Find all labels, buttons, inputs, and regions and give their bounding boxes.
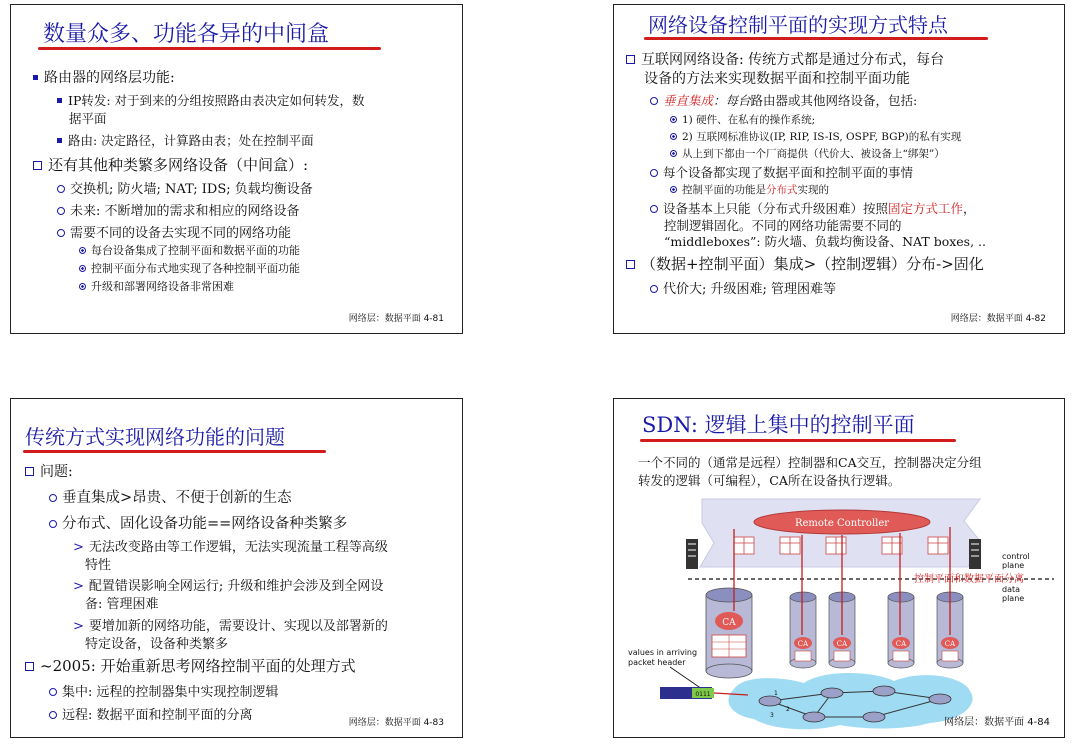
- bullet-item: [670, 129, 961, 144]
- slide-footer: 网络层：数据平面 4-82: [950, 314, 1046, 324]
- slide-footer: 网络层：数据平面 4-81: [348, 314, 444, 324]
- bullet-item: [33, 154, 308, 175]
- box-bullet-icon: [626, 55, 635, 64]
- bullet-item: [57, 178, 313, 197]
- bullet-text-cont: “middleboxes”: 防火墙、负载均衡设备、NAT boxes, ..: [664, 234, 986, 249]
- bullet-item: [57, 200, 300, 219]
- arrow-bullet-icon: >: [73, 579, 84, 594]
- bullet-text: ，: [963, 201, 976, 216]
- circle-bullet-icon: [650, 285, 658, 293]
- box-bullet-icon: [25, 467, 34, 476]
- remote-controller-label: Remote Controller: [794, 518, 890, 529]
- bullet-text: 垂直集成>昂贵、不便于创新的生态: [62, 490, 292, 506]
- arrow-bullet-icon: >: [73, 540, 84, 555]
- bullet-item: [650, 199, 976, 217]
- bullet-item: [33, 67, 175, 87]
- bullet-item: [79, 278, 234, 294]
- body-text: 一个不同的（通常是远程）控制器和CA交互，控制器决定分组: [638, 455, 982, 470]
- control-agent-label: CA: [895, 640, 907, 648]
- each-label: ：每台: [713, 93, 751, 108]
- control-agent-label: CA: [836, 640, 848, 648]
- dot-bullet-icon: [79, 265, 86, 272]
- separation-label: 控制平面和数据平面分离: [914, 574, 1024, 585]
- bullet-text: 每台设备集成了控制平面和数据平面的功能: [91, 244, 300, 257]
- data-plane-label: plane: [1002, 594, 1025, 603]
- bullet-text: 每个设备都实现了数据平面和控制平面的事情: [663, 165, 914, 180]
- vertical-integration-term: 垂直集成: [663, 93, 714, 108]
- control-agent-label: CA: [722, 618, 736, 628]
- title-underline: [38, 47, 381, 50]
- bullet-text: 控制平面的功能是: [682, 184, 766, 196]
- circle-bullet-icon: [650, 205, 658, 213]
- dot-bullet-icon: [79, 247, 86, 254]
- dot-bullet-icon: [670, 116, 677, 123]
- bullet-text-cont: 特性: [85, 558, 112, 573]
- square-bullet-icon: [57, 138, 62, 143]
- bullet-text: 无法改变路由等工作逻辑，无法实现流量工程等高级: [88, 540, 388, 555]
- data-plane-label: data: [1002, 585, 1021, 594]
- circle-bullet-icon: [49, 711, 57, 719]
- port-number: 3: [770, 712, 774, 719]
- bullet-item: [650, 278, 836, 297]
- bullet-text: 要增加新的网络功能，需要设计、实现以及部署新的: [88, 619, 388, 634]
- router-cylinder-small: [888, 592, 914, 668]
- bullet-text-cont: 特定设备，设备种类繁多: [85, 637, 229, 652]
- port-number: 2: [786, 706, 790, 713]
- bullet-text: （数据+控制平面）集成>（控制逻辑）分布->固化: [641, 255, 984, 273]
- circle-bullet-icon: [650, 97, 658, 105]
- control-agent-label: CA: [944, 640, 956, 648]
- bullet-item: [79, 242, 300, 258]
- arrow-bullet-icon: >: [73, 619, 84, 634]
- server-rack-icon: [969, 539, 981, 569]
- control-plane-label: plane: [1002, 561, 1025, 570]
- slide-4-81: [10, 4, 463, 334]
- circle-bullet-icon: [650, 169, 658, 177]
- bullet-text: 还有其他种类繁多网络设备（中间盒）:: [48, 156, 309, 174]
- bullet-text: 配置错误影响全网运行; 升级和维护会涉及到全网设: [88, 579, 384, 594]
- bullet-text-cont: 备: 管理困难: [85, 597, 159, 612]
- bullet-item: [49, 704, 253, 723]
- bullet-item: [57, 222, 291, 241]
- bullet-text: 集中: 远程的控制器集中实现控制逻辑: [62, 685, 279, 700]
- packet-pointer-line: [670, 667, 702, 689]
- distributed-term: 分布式: [766, 184, 798, 196]
- bullet-text: 从上到下都由一个厂商提供（代价大、被设备上“绑架”）: [682, 148, 945, 160]
- port-number: 1: [774, 690, 778, 697]
- slide-4-83: [10, 398, 463, 738]
- bullet-text: 分布式、固化设备功能==网络设备种类繁多: [62, 516, 348, 532]
- bullet-text: 未来: 不断增加的需求和相应的网络设备: [70, 204, 300, 219]
- bullet-text: IP转发: 对于到来的分组按照路由表决定如何转发，数: [68, 93, 365, 108]
- bullet-item: [57, 91, 365, 109]
- slide-title: 数量众多、功能各异的中间盒: [43, 22, 330, 47]
- bullet-item: [25, 461, 73, 481]
- bullet-item: [73, 536, 388, 555]
- dot-bullet-icon: [670, 133, 677, 140]
- bullet-text: 升级和部署网络设备非常困难: [91, 280, 234, 293]
- control-agent-label: CA: [797, 640, 809, 648]
- bullet-item: [49, 486, 292, 507]
- bullet-item: [25, 655, 356, 676]
- bullet-item: [49, 681, 279, 700]
- slide-4-82: [613, 4, 1065, 334]
- bullet-text: ~2005: 开始重新思考网络控制平面的处理方式: [40, 657, 356, 675]
- circle-bullet-icon: [57, 229, 65, 237]
- square-bullet-icon: [33, 75, 38, 80]
- circle-bullet-icon: [49, 520, 57, 528]
- slide-title: 传统方式实现网络功能的问题: [25, 425, 285, 449]
- circle-bullet-icon: [57, 185, 65, 193]
- bullet-item: [626, 49, 944, 69]
- circle-bullet-icon: [57, 207, 65, 215]
- bullet-text: 远程: 数据平面和控制平面的分离: [62, 708, 253, 723]
- dot-bullet-icon: [79, 283, 86, 290]
- slide-title: SDN: 逻辑上集中的控制平面: [642, 413, 915, 437]
- bullet-item: [650, 163, 913, 181]
- bullet-text: 交换机; 防火墙; NAT; IDS; 负载均衡设备: [70, 182, 313, 197]
- slide-4-84: [613, 398, 1065, 738]
- bullet-text: 路由器或其他网络设备，包括:: [750, 93, 918, 108]
- bullet-item: [670, 182, 829, 197]
- bullet-text: 问题:: [40, 464, 73, 480]
- dot-bullet-icon: [670, 186, 677, 193]
- control-plane-label: control: [1002, 552, 1030, 561]
- bullet-text: 实现的: [797, 184, 829, 196]
- router-cylinder-small: [790, 592, 816, 668]
- title-underline: [644, 37, 988, 40]
- bullet-text: 代价大; 升级困难; 管理困难等: [663, 282, 837, 297]
- bullet-text-cont: 据平面: [69, 111, 107, 126]
- bullet-item: [73, 615, 388, 634]
- sdn-architecture-diagram: [614, 399, 1065, 738]
- box-bullet-icon: [33, 161, 42, 170]
- slide-footer: 网络层：数据平面 4-83: [348, 718, 444, 728]
- slide-footer: 网络层：数据平面 4-84: [944, 717, 1050, 728]
- bullet-text: 互联网网络设备: 传统方式都是通过分布式，每台: [641, 52, 945, 68]
- bullet-item: [49, 512, 347, 533]
- bullet-item: [670, 112, 815, 127]
- box-bullet-icon: [25, 662, 34, 671]
- square-bullet-icon: [57, 98, 62, 103]
- packet-header-value: 0111: [695, 691, 711, 698]
- slide-title: 网络设备控制平面的实现方式特点: [648, 13, 948, 37]
- fixed-mode-term: 固定方式工作: [888, 201, 964, 216]
- bullet-text: 1) 硬件、在私有的操作系统;: [682, 114, 816, 126]
- bullet-text: 2) 互联网标准协议(IP, RIP, IS-IS, OSPF, BGP)的私有实现: [682, 131, 962, 143]
- circle-bullet-icon: [49, 494, 57, 502]
- bullet-text: 控制平面分布式地实现了各种控制平面功能: [91, 262, 300, 275]
- bullet-text-cont: 控制逻辑固化。不同的网络功能需要不同的: [664, 218, 902, 233]
- bullet-item: [57, 131, 314, 149]
- router-cylinder-large: [706, 588, 752, 678]
- packet-header-label: values in arriving: [628, 648, 698, 657]
- circle-bullet-icon: [49, 688, 57, 696]
- bullet-text-cont: 设备的方法来实现数据平面和控制平面功能: [644, 71, 910, 87]
- body-text: 转发的逻辑（可编程），CA所在设备执行逻辑。: [638, 473, 901, 488]
- bullet-item: [79, 260, 300, 276]
- title-underline: [23, 450, 326, 453]
- dot-bullet-icon: [670, 150, 677, 157]
- bullet-item: [626, 253, 984, 274]
- box-bullet-icon: [626, 260, 635, 269]
- packet-header-label: packet header: [628, 658, 686, 667]
- bullet-item: [73, 575, 383, 594]
- bullet-text: 需要不同的设备去实现不同的网络功能: [70, 226, 292, 241]
- bullet-item: [650, 91, 917, 109]
- server-rack-icon: [686, 539, 698, 569]
- bullet-text: 路由器的网络层功能:: [44, 70, 175, 86]
- bullet-text: 设备基本上只能（分布式升级困难）按照: [663, 201, 889, 216]
- bullet-text: 路由: 决定路径，计算路由表；处在控制平面: [68, 133, 314, 148]
- bullet-item: [670, 146, 945, 161]
